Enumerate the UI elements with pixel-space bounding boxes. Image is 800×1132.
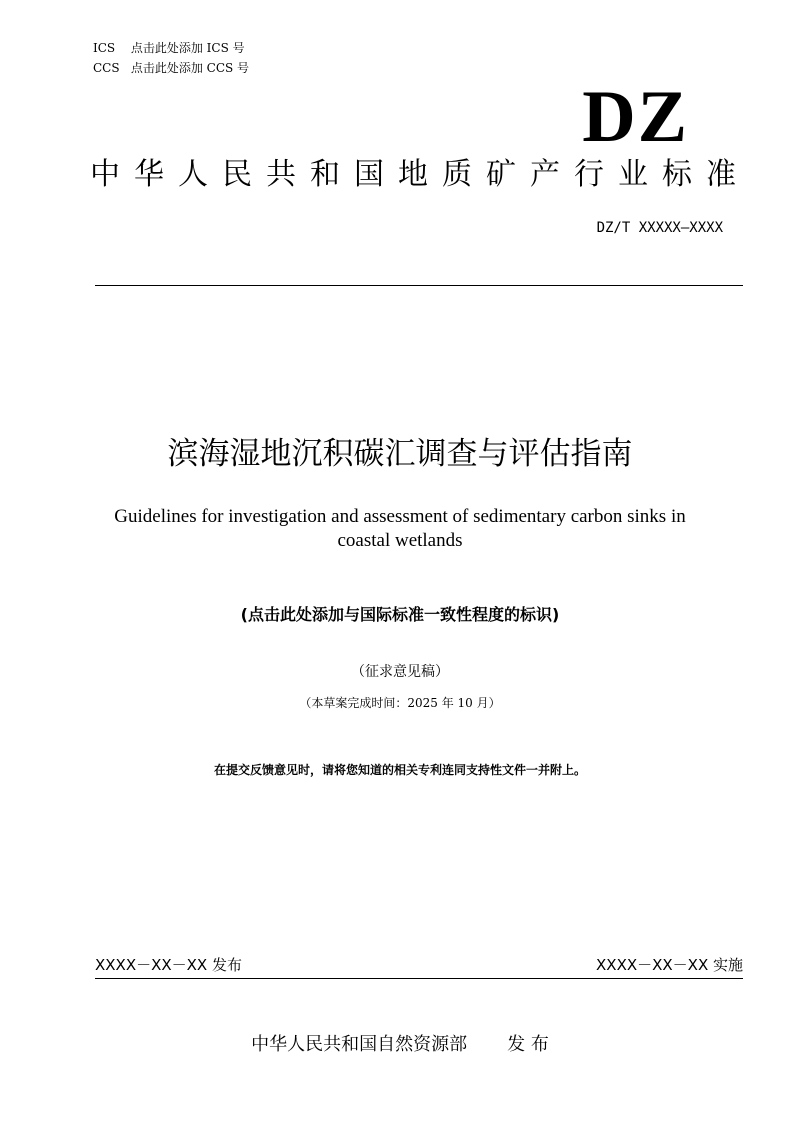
title-char: 共 xyxy=(266,157,296,192)
title-char: 地 xyxy=(398,157,428,192)
ccs-code-line xyxy=(93,60,249,76)
title-char: 和 xyxy=(310,157,340,192)
title-char: 华 xyxy=(134,157,164,192)
ics-code-line xyxy=(93,40,245,56)
title-char: 矿 xyxy=(486,157,516,192)
ics-placeholder[interactable]: 点击此处添加 ICS 号 xyxy=(130,41,245,55)
implementation-date: XXXX－XX－XX 实施 xyxy=(596,956,743,974)
publisher-name: 中华人民共和国自然资源部 xyxy=(251,1034,468,1055)
dz-logo: DZ xyxy=(582,76,689,158)
ics-label: ICS xyxy=(93,41,116,55)
document-title-cn: 滨海湿地沉积碳汇调查与评估指南 xyxy=(167,436,633,472)
feedback-note: 在提交反馈意见时，请将您知道的相关专利连同支持性文件一并附上。 xyxy=(213,763,586,777)
title-char: 标 xyxy=(662,157,692,192)
title-char: 中 xyxy=(90,157,120,192)
title-char: 国 xyxy=(354,157,384,192)
bottom-divider xyxy=(95,978,743,979)
title-char: 民 xyxy=(222,157,252,192)
standard-category-title xyxy=(90,155,736,195)
title-char: 产 xyxy=(530,157,560,192)
document-title-en: Guidelines for investigation and assessment of sedimentary carbon sinks in coastal wetlands xyxy=(114,506,686,551)
top-divider xyxy=(95,285,743,286)
ccs-placeholder[interactable]: 点击此处添加 CCS 号 xyxy=(130,61,250,75)
publisher-line xyxy=(0,1032,800,1058)
title-char: 人 xyxy=(178,157,208,192)
draft-status-label: （征求意见稿） xyxy=(351,664,449,680)
issue-date: XXXX－XX－XX 发布 xyxy=(95,956,242,974)
ccs-label: CCS xyxy=(93,61,120,75)
title-char: 质 xyxy=(442,157,472,192)
standard-number: DZ/T XXXXX—XXXX xyxy=(596,220,723,236)
publish-action: 发 布 xyxy=(507,1034,549,1055)
draft-completion-time: （本草案完成时间：2025 年 10 月） xyxy=(299,696,501,710)
title-char: 行 xyxy=(574,157,604,192)
title-char: 准 xyxy=(706,157,736,192)
consistency-placeholder[interactable]: (点击此处添加与国际标准一致性程度的标识) xyxy=(240,605,560,624)
title-char: 业 xyxy=(618,157,648,192)
